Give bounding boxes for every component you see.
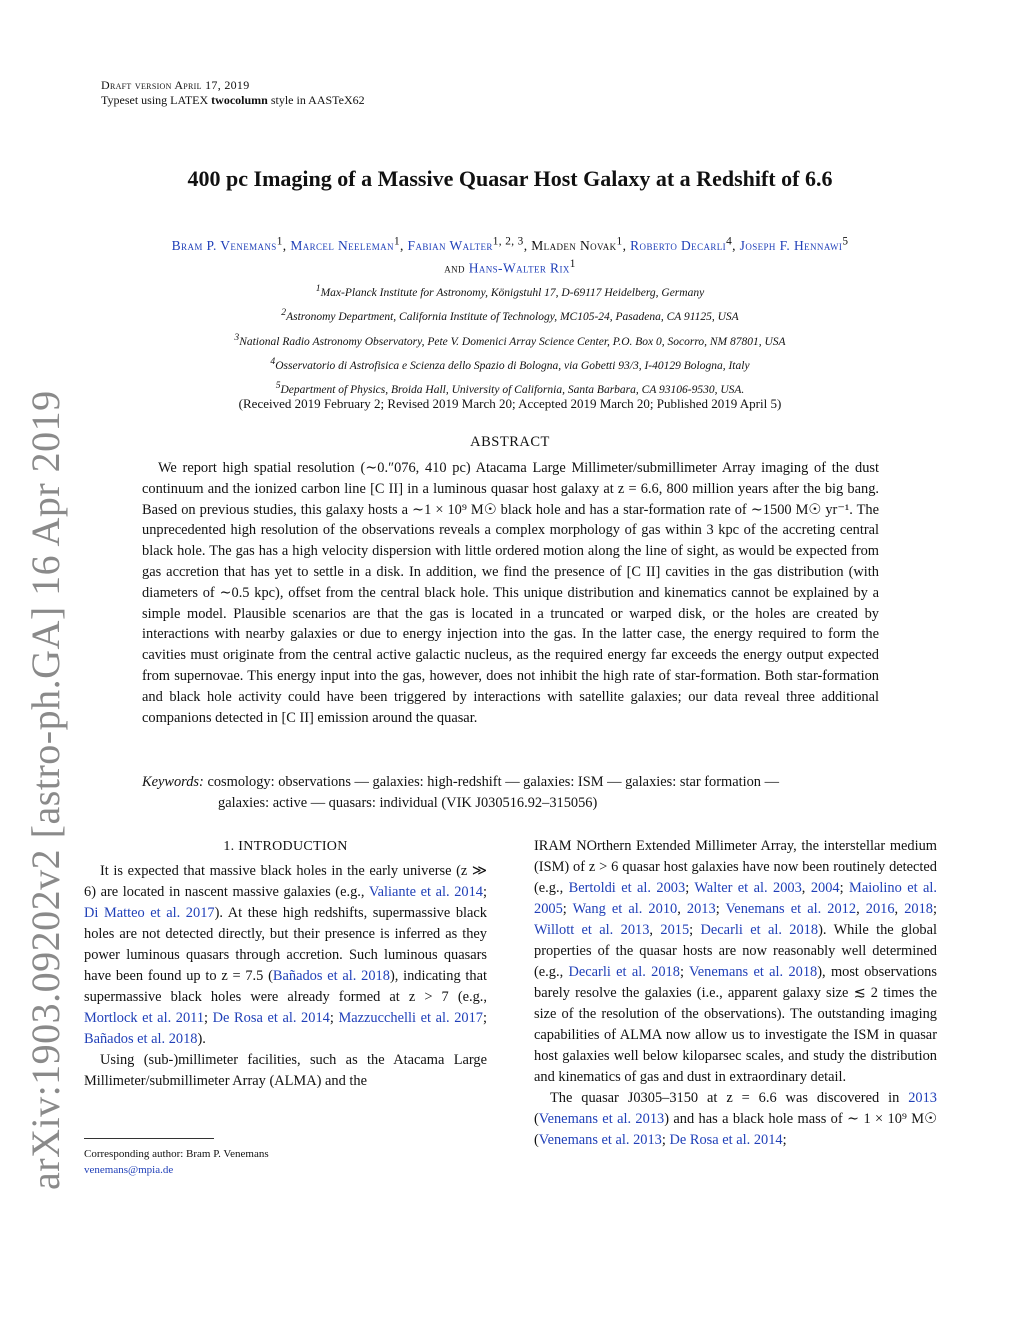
email-link[interactable]: venemans@mpia.de	[84, 1164, 174, 1176]
keywords	[142, 772, 879, 814]
author-name: Mladen Novak	[531, 237, 617, 253]
author-affiliation-mark: 5	[842, 235, 849, 247]
citation-link[interactable]: De Rosa et al. 2014	[212, 1010, 330, 1026]
citation-link[interactable]: Decarli et al. 2018	[568, 964, 680, 980]
author-list: Bram P. Venemans$^1$, Marcel Neeleman$^1$, Fabian Walter$^{1, 2, 3}$, Mladen Novak$^1$, Roberto Decarli$^4$, Joseph F. Hennawi$^5$ and Hans-Walter Rix$^1$	[171, 235, 849, 275]
citation-link[interactable]: 2013	[908, 1090, 937, 1106]
author-affiliation-mark: 1, 2, 3	[492, 235, 524, 247]
affiliation: $^2$Astronomy Department, California Institute of Technology, MC105-24, Pasadena, CA 91125, USA	[281, 307, 739, 324]
citation-link[interactable]: Wang et al. 2010	[572, 901, 678, 917]
abstract-text: We report high spatial resolution (∼0.″076, 410 pc) Atacama Large Millimeter/submillimeter Array imaging of the dust continuum and the ionized carbon line [C II] in a luminous quasar host galaxy at z = 6.6, 800 million years after the big bang. Based on previous studies, this galaxy hosts a ∼1 × 10⁹ M☉ black hole and has a star-formation rate of ∼1500 M☉ yr⁻¹. The unprecedented high resolution of the observations reveals a complex morphology of gas within 3 kpc of the accreting central black hole. The gas has a high velocity dispersion with little ordered motion along the line of sight, as would be expected from gas accretion that has yet to settle in a disk. In addition, we find the presence of [C II] cavities in the gas distribution (with diameters of ∼0.5 kpc), offset from the central black hole. This unique distribution and kinematics cannot be explained by a simple model. Plausible scenarios are that the gas is located in a truncated or warped disk, or the holes are created by interactions with nearby galaxies or due to energy injection into the gas. In the latter case, the energy required to form the cavities must originate from the central active galactic nucleus, as the required energy far exceeds the energy output expected from supernovae. This energy input into the gas, however, does not inhibit the high rate of star-formation. Both star-formation and black hole activity could have been triggered by interactions with satellite galaxies; our data reveal three additional companions detected in [C II] emission around the quasar.	[142, 460, 879, 726]
citation-link[interactable]: Maiolino et al. 2005	[534, 880, 938, 917]
draft-version: Draft version April 17, 2019	[101, 78, 250, 92]
footnote	[84, 1146, 269, 1178]
citation-link[interactable]: Walter et al. 2003	[694, 880, 802, 896]
author-line: Bram P. Venemans$^1$, Marcel Neeleman$^1$, Fabian Walter$^{1, 2, 3}$, Mladen Novak$^1$, Roberto Decarli$^4$, Joseph F. Hennawi$^5$	[171, 235, 849, 253]
keywords-line1: cosmology: observations — galaxies: high-redshift — galaxies: ISM — galaxies: star formation —	[207, 774, 779, 790]
affiliation: $^1$Max-Planck Institute for Astronomy, Königstuhl 17, D-69117 Heidelberg, Germany	[315, 283, 705, 299]
author-affiliation-mark: 4	[726, 235, 733, 247]
citation-link[interactable]: De Rosa et al. 2014	[669, 1132, 783, 1148]
intro-paragraph-1: It is expected that massive black holes in the early universe (z ≫ 6) are located in nascent massive galaxies (e.g., Valiante et al. 2014; Di Matteo et al. 2017). At these high redshifts, supermassive black holes are not detected directly, but their presence is inferred as they power luminous quasars through accretion. Such luminous quasars have been found up to z = 7.5 (Bañados et al. 2018), indicating that supermassive black holes were already formed at z > 7 (e.g., Mortlock et al. 2011; De Rosa et al. 2014; Mazzucchelli et al. 2017; Bañados et al. 2018).	[84, 863, 488, 1047]
received-dates: (Received 2019 February 2; Revised 2019 March 20; Accepted 2019 March 20; Published 2019 April 5)	[238, 396, 782, 411]
citation-link[interactable]: Willott et al. 2013	[534, 922, 650, 938]
paper-title: 400 pc Imaging of a Massive Quasar Host Galaxy at a Redshift of 6.6	[187, 166, 833, 191]
right-column	[534, 836, 937, 1151]
latex-logo: LATEX	[170, 93, 209, 107]
intro-paragraph-2: Using (sub-)millimeter facilities, such as the Atacama Large Millimeter/submillimeter Array (ALMA) and the	[84, 1052, 487, 1089]
affiliation-list	[100, 279, 920, 401]
footnote-rule	[84, 1138, 214, 1139]
author-name[interactable]: Hans-Walter Rix	[468, 260, 570, 275]
author-name[interactable]: Marcel Neeleman	[290, 237, 394, 253]
author-name[interactable]: Joseph F. Hennawi	[739, 237, 843, 253]
right-paragraph-1: IRAM NOrthern Extended Millimeter Array, the interstellar medium (ISM) of z > 6 quasar host galaxies have now been routinely detected (e.g., Bertoldi et al. 2003; Walter et al. 2003, 2004; Maiolino et al. 2005; Wang et al. 2010, 2013; Venemans et al. 2012, 2016, 2018; Willott et al. 2013, 2015; Decarli et al. 2018). While the global properties of the quasar hosts are now reasonably well determined (e.g., Decarli et al. 2018; Venemans et al. 2018), most observations barely resolve the galaxies (i.e., apparent galaxy size ≲ 2 times the size of the resolution of the observations). The outstanding imaging capabilities of ALMA now allow us to investigate the ISM in quasar host galaxies well below kiloparsec scales, and study the distribution and kinematics of gas and dust in extraordinary detail.	[534, 838, 938, 1085]
left-column	[84, 836, 487, 1092]
citation-link[interactable]: 2016	[865, 901, 895, 917]
citation-link[interactable]: Mortlock et al. 2011	[84, 1010, 205, 1026]
author-name[interactable]: Roberto Decarli	[630, 237, 727, 253]
citation-link[interactable]: Decarli et al. 2018	[700, 922, 819, 938]
citation-link[interactable]: 2004	[810, 880, 840, 896]
keywords-label: Keywords:	[142, 774, 204, 790]
citation-link[interactable]: Di Matteo et al. 2017	[84, 905, 215, 921]
author-name[interactable]: Fabian Walter	[407, 237, 493, 253]
author-affiliation-mark: 1	[393, 235, 400, 247]
citation-link[interactable]: 2015	[660, 922, 690, 938]
citation-link[interactable]: 2013	[686, 901, 716, 917]
keywords-line2: galaxies: active — quasars: individual (VIK J030516.92–315056)	[218, 794, 598, 811]
citation-link[interactable]: 2018	[904, 901, 933, 917]
right-paragraph-2: The quasar J0305–3150 at z = 6.6 was discovered in 2013 (Venemans et al. 2013) and has a black hole mass of ∼ 1 × 10⁹ M☉ (Venemans et al. 2013; De Rosa et al. 2014;	[534, 1090, 937, 1148]
citation-link[interactable]: Bañados et al. 2018	[84, 1031, 198, 1047]
citation-link[interactable]: Bañados et al. 2018	[272, 968, 390, 984]
citation-link[interactable]: Venemans et al. 2013	[538, 1111, 665, 1127]
section-heading: 1. INTRODUCTION	[223, 839, 348, 854]
author-and: and	[444, 260, 465, 275]
author-affiliation-mark: 1	[616, 235, 623, 247]
citation-link[interactable]: Mazzucchelli et al. 2017	[338, 1010, 483, 1026]
citation-link[interactable]: Venemans et al. 2013	[538, 1132, 662, 1148]
affiliation: $^4$Osservatorio di Astrofisica e Scienza dello Spazio di Bologna, via Gobetti 93/3, I-40129 Bologna, Italy	[270, 355, 750, 372]
corresponding-author: Corresponding author: Bram P. Venemans	[84, 1148, 269, 1160]
typeset-line: Typeset using LATEX twocolumn style in AASTeX62	[101, 93, 365, 107]
affiliation: $^5$Department of Physics, Broida Hall, University of California, Santa Barbara, CA 93106-9530, USA.	[275, 380, 745, 397]
arxiv-stamp: arXiv:1903.09202v2 [astro-ph.GA] 16 Apr 2019	[23, 390, 68, 1190]
abstract-heading: ABSTRACT	[470, 434, 550, 450]
affiliation: $^3$National Radio Astronomy Observatory, Pete V. Domenici Array Science Center, P.O. Box 0, Socorro, NM 87801, USA	[234, 331, 786, 348]
citation-link[interactable]: Bertoldi et al. 2003	[568, 880, 686, 896]
running-header	[101, 78, 365, 108]
author-name[interactable]: Bram P. Venemans	[171, 237, 277, 253]
citation-link[interactable]: Valiante et al. 2014	[368, 884, 484, 900]
author-affiliation-mark: 1	[276, 235, 283, 247]
citation-link[interactable]: Venemans et al. 2018	[689, 964, 818, 980]
citation-link[interactable]: Venemans et al. 2012	[725, 901, 857, 917]
